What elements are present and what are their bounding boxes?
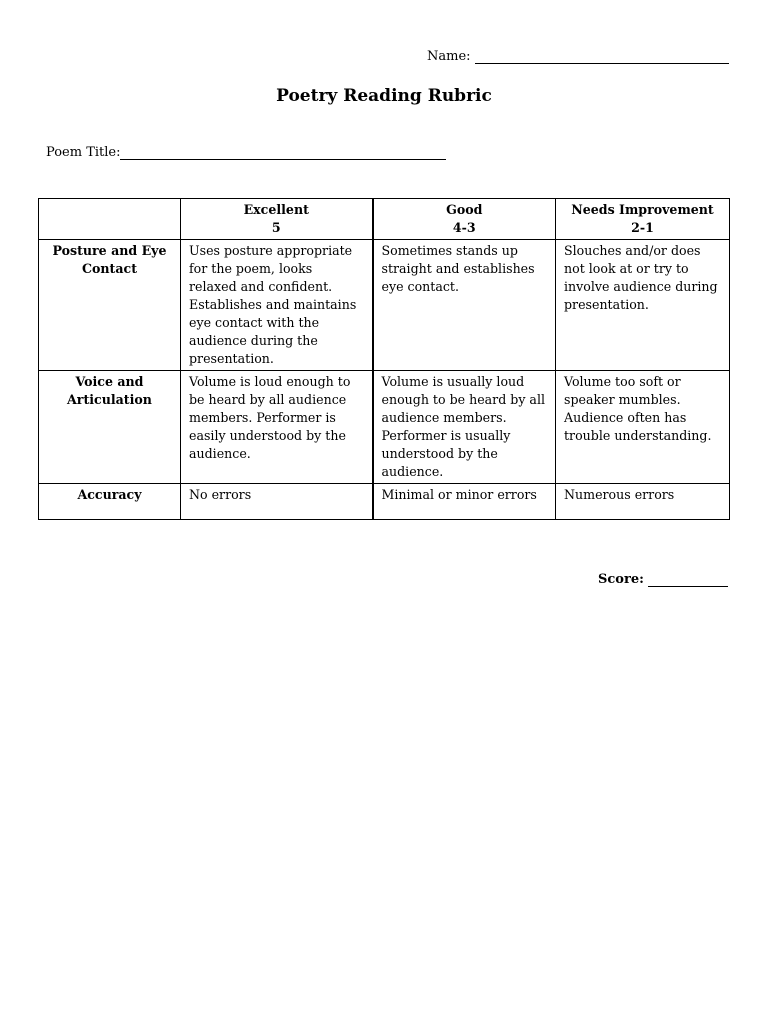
- cell-excellent: Uses posture appropriate for the poem, looks relaxed and confident. Establishes and maintains eye contact with the audience during the presentation.: [181, 240, 373, 371]
- page-title: Poetry Reading Rubric: [276, 86, 492, 106]
- table-row: [39, 484, 730, 520]
- header-good: [373, 199, 556, 240]
- criterion-posture-eye-contact: Posture and Eye Contact: [39, 240, 181, 371]
- rubric-table: [38, 198, 730, 520]
- header-empty-cell: [39, 199, 181, 240]
- cell-needs-improvement: Volume too soft or speaker mumbles. Audience often has trouble understanding.: [556, 371, 730, 484]
- name-field: [427, 49, 729, 64]
- table-row: [39, 240, 730, 371]
- cell-good: Volume is usually loud enough to be heard by all audience members. Performer is usually understood by the audience.: [373, 371, 556, 484]
- poem-title-blank-line[interactable]: [120, 145, 446, 160]
- level-label: Excellent: [243, 202, 309, 217]
- points-label: 2-1: [631, 220, 654, 235]
- score-field: [598, 572, 728, 587]
- level-label: Good: [446, 202, 483, 217]
- name-label: Name:: [427, 49, 471, 64]
- poem-title-label: Poem Title:: [46, 145, 121, 160]
- header-needs-improvement: [556, 199, 730, 240]
- cell-needs-improvement: Slouches and/or does not look at or try to involve audience during presentation.: [556, 240, 730, 371]
- cell-needs-improvement: Numerous errors: [556, 484, 730, 520]
- cell-excellent: Volume is loud enough to be heard by all audience members. Performer is easily understood by the audience.: [181, 371, 373, 484]
- points-label: 5: [271, 220, 281, 235]
- criterion-voice-articulation: Voice and Articulation: [39, 371, 181, 484]
- cell-good: Sometimes stands up straight and establishes eye contact.: [373, 240, 556, 371]
- score-blank-line[interactable]: [648, 572, 728, 587]
- header-excellent: [181, 199, 373, 240]
- points-label: 4-3: [452, 220, 476, 235]
- poem-title-field: [46, 145, 446, 160]
- cell-excellent: No errors: [181, 484, 373, 520]
- name-blank-line[interactable]: [475, 49, 729, 64]
- table-row: [39, 371, 730, 484]
- criterion-accuracy: Accuracy: [39, 484, 181, 520]
- cell-good: Minimal or minor errors: [373, 484, 556, 520]
- level-label: Needs Improvement: [571, 202, 714, 217]
- score-label: Score:: [598, 572, 644, 587]
- rubric-header-row: [39, 199, 730, 240]
